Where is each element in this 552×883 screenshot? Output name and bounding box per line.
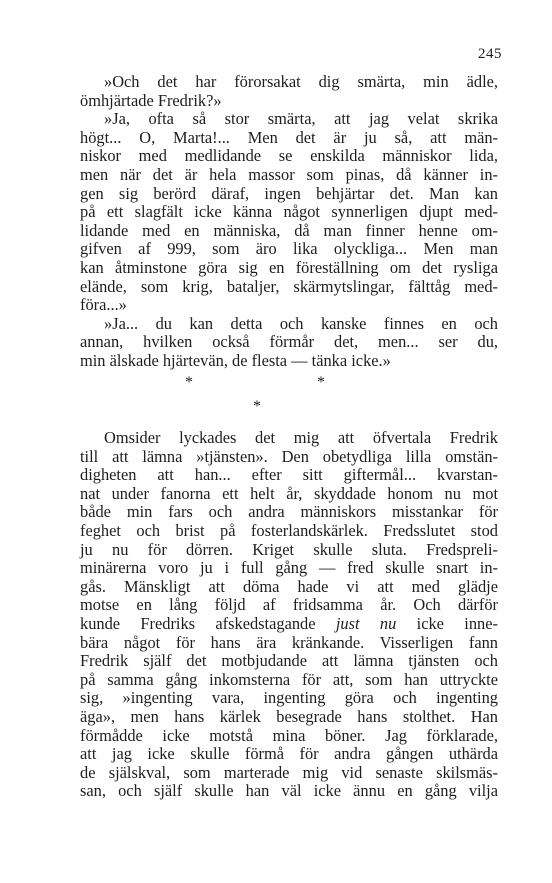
text-line-content: digheten att han... efter sitt giftermål... kvarstan- <box>80 465 498 485</box>
text-line <box>80 129 498 148</box>
text-line <box>80 559 498 578</box>
text-line <box>80 652 498 671</box>
text-line <box>80 278 498 297</box>
text-line <box>80 333 498 352</box>
section-separator-asterisk: * <box>253 398 261 415</box>
text-line-content: annan, hvilken också förmår det, men... ser du, <box>80 332 498 352</box>
text-line <box>80 296 498 315</box>
text-line-content: min älskade hjärtevän, de flesta — tänka icke.» <box>80 350 391 370</box>
text-line <box>80 782 498 801</box>
text-line-content: motse en lång följd af fridsamma år. Och därför <box>80 595 498 615</box>
text-line <box>80 315 498 334</box>
text-line-content: både min fars och andra människors misstankar för <box>80 502 498 522</box>
text-line-content: förmådde icke motstå mina böner. Jag förklarade, <box>80 725 498 745</box>
text-line-content: lidande med en människa, då man finner henne om- <box>80 220 498 240</box>
text-line-content: de själskval, som marterade mig vid senaste skilsmäs- <box>80 762 498 782</box>
narrative-paragraph <box>80 429 498 801</box>
text-line <box>80 222 498 241</box>
text-line <box>80 185 498 204</box>
text-line <box>80 522 498 541</box>
text-line-content: till att lämna »tjänsten». Den obetydliga lilla omstän- <box>80 446 498 466</box>
text-line-content: feghet och brist på fosterlandskärlek. Fredsslutet stod <box>80 520 498 540</box>
text-line-content: san, och själf skulle han väl icke ännu en gång vilja <box>80 781 498 801</box>
text-line-content: nat under fanorna ett helt år, skyddade honom nu mot <box>80 483 498 503</box>
text-line-continuation: icke inne- <box>396 613 498 633</box>
text-line <box>80 466 498 485</box>
text-line <box>80 73 498 92</box>
text-line-content: gås. Mänskligt att döma hade vi att med glädje <box>80 576 498 596</box>
text-line <box>80 429 498 448</box>
text-line-content: på samma gång inkomsterna för att, som han uttryckte <box>80 669 498 689</box>
text-line-content: Fredrik själf det motbjudande att lämna tjänsten och <box>80 651 498 671</box>
text-line <box>80 578 498 597</box>
page-number: 245 <box>478 46 502 62</box>
text-line-content: äga», men hans kärlek besegrade hans stolthet. Han <box>80 706 498 726</box>
text-line <box>80 727 498 746</box>
text-line <box>80 259 498 278</box>
text-line <box>80 448 498 467</box>
text-line <box>80 596 498 615</box>
text-line <box>80 166 498 185</box>
text-line-content: kan åtminstone göra sig en föreställning om det rysliga <box>80 257 498 277</box>
text-line <box>80 240 498 259</box>
text-line <box>80 485 498 504</box>
text-line <box>80 147 498 166</box>
text-line-content: att jag icke skulle förmå för andra gången uthärda <box>80 744 498 764</box>
text-line-content: gen sig berörd däraf, ingen behjärtar det. Man kan <box>80 183 498 203</box>
text-line-content: sig, »ingenting vara, ingenting göra och ingenting <box>80 688 498 708</box>
text-line <box>80 203 498 222</box>
text-line <box>80 708 498 727</box>
text-line-content: högt... O, Marta!... Men det är ju så, att män- <box>80 127 498 147</box>
text-line <box>80 615 498 634</box>
text-line-content: kunde Fredriks afskedstagande <box>80 613 316 633</box>
text-line <box>80 745 498 764</box>
text-line-content: minärerna voro ju i full gång — fred skulle snart in- <box>80 558 498 578</box>
text-line-content: ju nu för dörren. Kriget skulle sluta. Fredspreli- <box>80 539 498 559</box>
text-line <box>80 503 498 522</box>
text-line <box>80 689 498 708</box>
text-line-content: elände, som krig, bataljer, skärmytslingar, fälttåg med- <box>80 276 498 296</box>
text-line-content: niskor med medlidande se enskilda människor lida, <box>80 146 498 166</box>
text-line <box>80 634 498 653</box>
emphasized-text: just nu <box>335 613 397 633</box>
text-line <box>80 92 498 111</box>
dialogue-block <box>80 73 498 371</box>
text-line-content: ömhjärtade Fredrik?» <box>80 90 222 110</box>
text-line-content: föra...» <box>80 295 127 315</box>
text-line <box>80 541 498 560</box>
text-line <box>80 764 498 783</box>
text-line-content: Omsider lyckades det mig att öfvertala Fredrik <box>104 428 498 447</box>
text-line <box>80 110 498 129</box>
text-line-content: »Och det har förorsakat dig smärta, min ädle, <box>104 72 498 91</box>
text-line-content: »Ja... du kan detta och kanske finnes en och <box>104 313 498 333</box>
text-line-content: bära något för hans ära kränkande. Visserligen fann <box>80 632 498 652</box>
text-line <box>80 671 498 690</box>
text-line <box>80 352 498 371</box>
text-line-content: gifven af 999, som äro lika olyckliga... Men man <box>80 239 498 259</box>
text-line-content: på ett slagfält icke känna något synnerligen djupt med- <box>80 202 498 222</box>
text-line-content: men när det är hela massor som pinas, då känner in- <box>80 164 498 184</box>
section-separator-asterisk: * <box>317 374 325 391</box>
text-line-content: »Ja, ofta så stor smärta, att jag velat skrika <box>104 109 498 129</box>
section-separator-asterisk: * <box>185 374 193 391</box>
